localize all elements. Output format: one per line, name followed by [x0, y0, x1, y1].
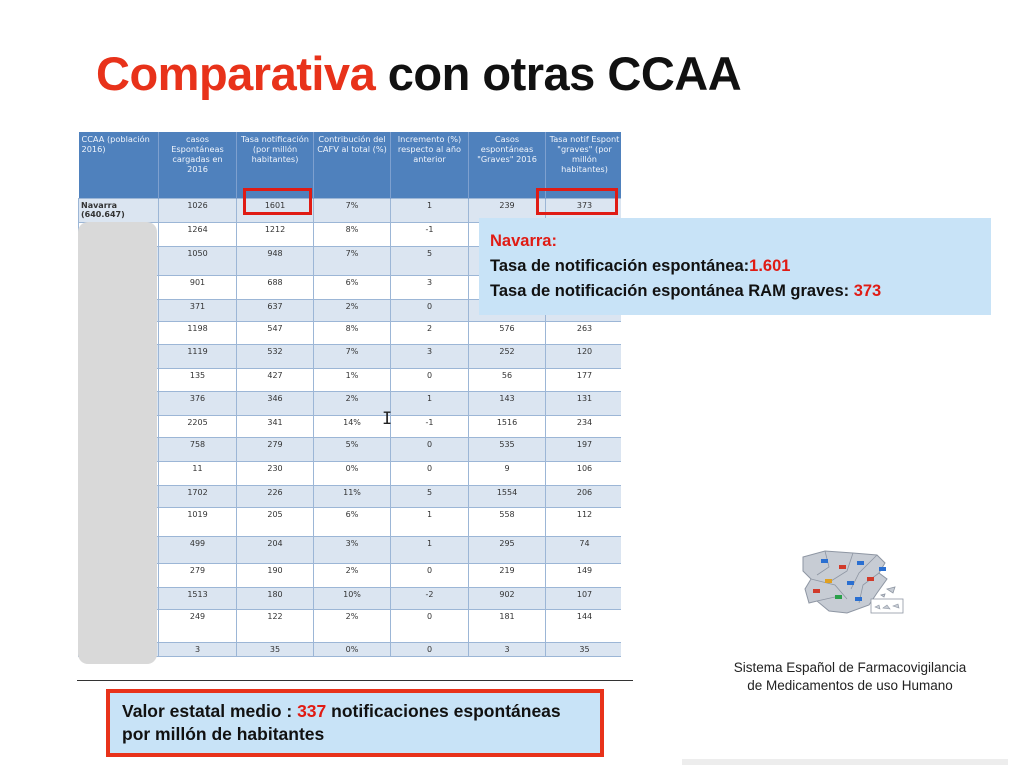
row-name-navarra: Navarra (640.647): [79, 199, 159, 223]
table-cell: 1: [391, 508, 469, 537]
table-cell: 177: [546, 369, 622, 392]
table-cell: 279: [159, 564, 237, 588]
table-cell: 14%: [314, 416, 391, 438]
callout-line-2-value: 373: [853, 282, 882, 300]
table-cell: 7%: [314, 199, 391, 223]
table-cell: 0: [391, 369, 469, 392]
table-cell: 3: [159, 643, 237, 657]
slide-title-accent: Comparativa: [96, 47, 376, 100]
average-value-box: [106, 689, 604, 757]
table-cell: 532: [237, 345, 314, 369]
table-cell: 144: [546, 610, 622, 643]
table-cell: 197: [546, 438, 622, 462]
table-cell: 1026: [159, 199, 237, 223]
table-cell: 106: [546, 462, 622, 486]
table-cell: 0: [391, 462, 469, 486]
table-cell: 902: [469, 588, 546, 610]
table-cell: 5: [391, 486, 469, 508]
table-cell: 239: [469, 199, 546, 223]
table-cell: -1: [391, 416, 469, 438]
table-cell: 558: [469, 508, 546, 537]
table-cell: 230: [237, 462, 314, 486]
table-cell: 547: [237, 322, 314, 345]
table-cell: 249: [159, 610, 237, 643]
table-row: [79, 537, 622, 564]
table-row: [79, 462, 622, 486]
table-row: [79, 486, 622, 508]
table-cell: 7%: [314, 345, 391, 369]
table-row: [79, 392, 622, 416]
table-row: [79, 322, 622, 345]
table-cell: 427: [237, 369, 314, 392]
table-cell: 2%: [314, 392, 391, 416]
average-prefix: Valor estatal medio :: [122, 701, 298, 721]
table-cell: 3%: [314, 537, 391, 564]
table-cell: 1119: [159, 345, 237, 369]
table-cell: -1: [391, 223, 469, 247]
callout-line-1-value: 1.601: [749, 257, 791, 275]
table-cell: 190: [237, 564, 314, 588]
table-cell: 0%: [314, 462, 391, 486]
table-cell: 688: [237, 276, 314, 300]
table-row: [79, 588, 622, 610]
table-cell: 1516: [469, 416, 546, 438]
table-cell: 376: [159, 392, 237, 416]
sefv-line-2: de Medicamentos de uso Humano: [747, 678, 953, 693]
callout-line-1: [490, 254, 980, 279]
table-cell: 3: [469, 643, 546, 657]
table-cell: 35: [237, 643, 314, 657]
slide-title: [96, 46, 741, 101]
callout-heading: Navarra:: [490, 232, 557, 250]
table-cell: 0: [391, 643, 469, 657]
table-cell: 2205: [159, 416, 237, 438]
sefv-line-1: Sistema Español de Farmacovigilancia: [733, 660, 967, 675]
table-cell: 0: [391, 610, 469, 643]
header-casos: casos Espontáneas cargadas en 2016: [159, 132, 237, 199]
table-cell: 1198: [159, 322, 237, 345]
table-cell: 181: [469, 610, 546, 643]
table-cell: 1019: [159, 508, 237, 537]
table-cell: 373: [546, 199, 622, 223]
table-cell: 219: [469, 564, 546, 588]
table-cell: 1513: [159, 588, 237, 610]
highlight-graves-navarra: [536, 188, 618, 215]
table-cell: 1: [391, 199, 469, 223]
table-cell: 10%: [314, 588, 391, 610]
table-cell: 204: [237, 537, 314, 564]
region-names-mask: [78, 222, 157, 664]
header-tasa-graves: Tasa notif Espont "graves" (por millón habitantes): [546, 132, 622, 199]
header-graves: Casos espontáneas "Graves" 2016: [469, 132, 546, 199]
table-cell: 1: [391, 537, 469, 564]
table-cell: 535: [469, 438, 546, 462]
table-cell: 143: [469, 392, 546, 416]
table-cell: 9: [469, 462, 546, 486]
average-suffix: notificaciones espontáneas por millón de habitantes: [122, 701, 561, 744]
table-cell: 56: [469, 369, 546, 392]
table-cell: 107: [546, 588, 622, 610]
header-contribucion: Contribución del CAFV al total (%): [314, 132, 391, 199]
table-cell: 576: [469, 322, 546, 345]
table-cell: 6%: [314, 276, 391, 300]
header-tasa: Tasa notificación (por millón habitantes): [237, 132, 314, 199]
table-row: [79, 416, 622, 438]
table-cell: 3: [391, 345, 469, 369]
table-cell: 1: [391, 392, 469, 416]
table-cell: 2%: [314, 610, 391, 643]
table-row: [79, 345, 622, 369]
table-cell: 2%: [314, 564, 391, 588]
table-cell: 371: [159, 300, 237, 322]
table-cell: 0: [391, 564, 469, 588]
header-incremento: Incremento (%) respecto al año anterior: [391, 132, 469, 199]
table-cell: 1702: [159, 486, 237, 508]
table-cell: 346: [237, 392, 314, 416]
table-cell: 901: [159, 276, 237, 300]
table-cell: 180: [237, 588, 314, 610]
table-cell: 5%: [314, 438, 391, 462]
table-cell: 0: [391, 438, 469, 462]
table-cell: 0%: [314, 643, 391, 657]
table-cell: 1554: [469, 486, 546, 508]
table-cell: 1601: [237, 199, 314, 223]
table-cell: 279: [237, 438, 314, 462]
table-row: [79, 610, 622, 643]
table-cell: 7%: [314, 247, 391, 276]
highlight-tasa-navarra: [243, 188, 312, 215]
slide-title-rest: con otras CCAA: [375, 47, 742, 100]
callout-line-2-label: Tasa de notificación espontánea RAM graves:: [490, 282, 854, 300]
table-cell: 948: [237, 247, 314, 276]
callout-line-1-label: Tasa de notificación espontánea:: [490, 257, 750, 275]
table-cell: 122: [237, 610, 314, 643]
table-cell: 2: [391, 322, 469, 345]
table-cell: 252: [469, 345, 546, 369]
text-cursor-icon: I: [382, 409, 393, 429]
table-cell: 1264: [159, 223, 237, 247]
table-row: [79, 369, 622, 392]
table-cell: 0: [391, 300, 469, 322]
table-row: [79, 438, 622, 462]
table-row: [79, 564, 622, 588]
table-cell: 758: [159, 438, 237, 462]
table-cell: 149: [546, 564, 622, 588]
table-cell: 1%: [314, 369, 391, 392]
table-cell: 3: [391, 276, 469, 300]
table-cell: 1050: [159, 247, 237, 276]
table-cell: 234: [546, 416, 622, 438]
table-cell: 341: [237, 416, 314, 438]
table-cell: 206: [546, 486, 622, 508]
table-cell: 131: [546, 392, 622, 416]
table-cell: 8%: [314, 223, 391, 247]
table-cell: 8%: [314, 322, 391, 345]
navarra-callout: [479, 218, 991, 315]
table-row: [79, 508, 622, 537]
sefv-logo-text: [700, 659, 1000, 695]
average-value: 337: [297, 701, 327, 721]
table-cell: 637: [237, 300, 314, 322]
table-cell: 6%: [314, 508, 391, 537]
table-cell: 5: [391, 247, 469, 276]
table-cell: 263: [546, 322, 622, 345]
table-cell: 120: [546, 345, 622, 369]
table-cell: 499: [159, 537, 237, 564]
table-cell: 35: [546, 643, 622, 657]
divider-line: [77, 680, 633, 681]
table-cell: 11: [159, 462, 237, 486]
footer-strip: [682, 759, 1008, 765]
table-cell: 74: [546, 537, 622, 564]
spain-map-icon: [795, 545, 910, 625]
callout-line-2: [490, 279, 980, 304]
table-cell: 135: [159, 369, 237, 392]
table-cell: 295: [469, 537, 546, 564]
table-cell: 226: [237, 486, 314, 508]
table-cell: 205: [237, 508, 314, 537]
table-cell: 1212: [237, 223, 314, 247]
table-row: [79, 643, 622, 657]
table-cell: 11%: [314, 486, 391, 508]
table-cell: -2: [391, 588, 469, 610]
table-cell: 112: [546, 508, 622, 537]
table-cell: 2%: [314, 300, 391, 322]
header-ccaa: CCAA (población 2016): [79, 132, 159, 199]
